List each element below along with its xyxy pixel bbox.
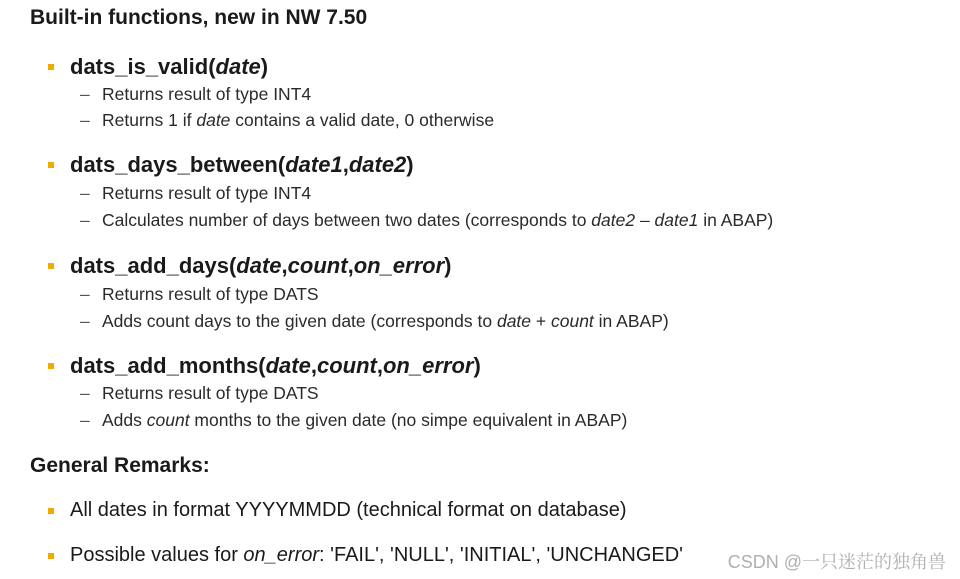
remark-item <box>48 544 683 567</box>
detail-text: Returns result of type DATS <box>102 284 319 304</box>
function-punct: , <box>342 152 349 177</box>
detail-text: count <box>550 311 594 331</box>
detail-text: Calculates number of days between two dates (corresponds to <box>102 210 592 230</box>
detail-text: Returns result of type DATS <box>102 383 319 403</box>
function-item-dats-add-months <box>48 353 481 379</box>
function-punct: , <box>310 353 317 378</box>
remarks-heading: General Remarks: <box>30 454 210 477</box>
remark-run: All dates in format YYYYMMDD (technical format on database) <box>70 499 627 521</box>
dash-icon: – <box>80 311 90 331</box>
detail-text: Adds <box>102 410 147 430</box>
function-punct: ) <box>473 353 481 378</box>
detail-text: date2 – date1 <box>591 210 699 230</box>
watermark: CSDN @一只迷茫的独角兽 <box>727 552 946 572</box>
function-name: dats_add_days( <box>70 253 237 278</box>
detail-text: + <box>531 311 551 331</box>
remark-item <box>48 499 627 522</box>
function-signature <box>70 353 481 379</box>
dash-icon: – <box>80 110 90 130</box>
bullet-icon <box>48 508 54 514</box>
page-title: Built-in functions, new in NW 7.50 <box>30 6 368 29</box>
function-arg: count <box>287 253 348 278</box>
detail-text: Returns 1 if <box>102 110 197 130</box>
function-punct: , <box>281 253 288 278</box>
detail-text: count <box>146 410 190 430</box>
detail-text: in ABAP) <box>698 210 774 230</box>
function-arg: date <box>215 54 261 79</box>
dash-icon: – <box>80 183 90 203</box>
bullet-icon <box>48 553 54 559</box>
function-punct: , <box>347 253 354 278</box>
bullet-icon <box>48 363 54 369</box>
function-item-dats-is-valid <box>48 54 268 80</box>
function-arg: on_error <box>382 353 474 378</box>
dash-icon: – <box>80 383 90 403</box>
function-detail <box>80 110 494 131</box>
detail-text: date <box>196 110 231 130</box>
function-punct: ) <box>260 54 269 79</box>
bullet-icon <box>48 64 54 70</box>
remark-run: on_error <box>243 544 320 566</box>
function-signature <box>70 152 414 178</box>
function-name: dats_days_between( <box>70 152 286 177</box>
remark-run: Possible values for <box>70 544 244 566</box>
function-punct: ) <box>406 152 414 177</box>
dash-icon: – <box>80 284 90 304</box>
bullet-icon <box>48 263 54 269</box>
function-arg: date <box>236 253 282 278</box>
function-arg: date2 <box>348 152 407 177</box>
function-detail <box>80 383 319 404</box>
function-arg: count <box>316 353 377 378</box>
detail-text: contains a valid date, 0 otherwise <box>230 110 495 130</box>
remark-run: : 'FAIL', 'NULL', 'INITIAL', 'UNCHANGED' <box>319 544 683 566</box>
dash-icon: – <box>80 210 90 230</box>
function-item-dats-days-between <box>48 152 414 178</box>
function-name: dats_add_months( <box>70 353 266 378</box>
function-item-dats-add-days <box>48 253 452 279</box>
dash-icon: – <box>80 84 90 104</box>
function-detail <box>80 410 627 431</box>
detail-text: Returns result of type INT4 <box>102 84 312 104</box>
function-detail <box>80 84 311 105</box>
function-punct: , <box>376 353 383 378</box>
function-detail <box>80 183 311 204</box>
dash-icon: – <box>80 410 90 430</box>
detail-text: in ABAP) <box>593 311 669 331</box>
detail-text: date <box>496 311 532 331</box>
function-signature <box>70 54 268 80</box>
detail-text: Returns result of type INT4 <box>102 183 312 203</box>
remark-text <box>70 544 683 567</box>
function-signature <box>70 253 452 279</box>
function-detail <box>80 210 773 231</box>
function-arg: on_error <box>353 253 445 278</box>
function-detail <box>80 284 319 305</box>
detail-text: Adds count days to the given date (corresponds to <box>102 311 497 331</box>
function-arg: date1 <box>285 152 343 177</box>
detail-text: months to the given date (no simpe equivalent in ABAP) <box>189 410 628 430</box>
function-detail <box>80 311 669 332</box>
remark-text <box>70 499 627 522</box>
function-arg: date <box>265 353 311 378</box>
function-punct: ) <box>444 253 452 278</box>
function-name: dats_is_valid( <box>70 54 216 79</box>
bullet-icon <box>48 162 54 168</box>
